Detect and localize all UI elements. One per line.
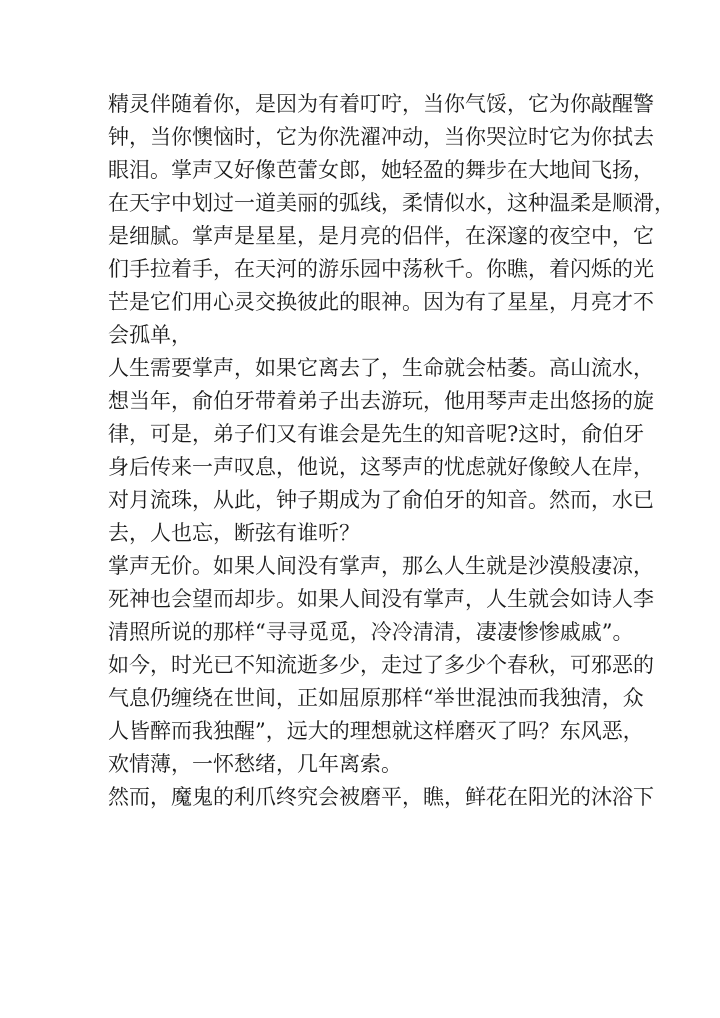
text-line: 然而，魔鬼的利爪终究会被磨平，瞧，鲜花在阳光的沐浴下 bbox=[108, 785, 654, 809]
text-line: 如今，时光已不知流逝多少，走过了多少个春秋，可邪恶的 bbox=[108, 653, 654, 677]
paragraph-3 bbox=[108, 550, 654, 781]
text-line: 是细腻。掌声是星星，是月亮的侣伴，在深邃的夜空中，它 bbox=[108, 224, 654, 248]
text-line: 对月流珠，从此，钟子期成为了俞伯牙的知音。然而，水已 bbox=[108, 488, 654, 512]
text-line: 身后传来一声叹息，他说，这琴声的忧虑就好像鲛人在岸， bbox=[108, 455, 654, 479]
paragraph-4 bbox=[108, 781, 654, 814]
text-line: 眼泪。掌声又好像芭蕾女郎，她轻盈的舞步在大地间飞扬， bbox=[108, 158, 654, 182]
paragraph-1 bbox=[108, 88, 675, 352]
text-line: 人皆醉而我独醒”，远大的理想就这样磨灭了吗？东风恶， bbox=[108, 719, 644, 743]
text-line: 律，可是，弟子们又有谁会是先生的知音呢?这时，俞伯牙 bbox=[108, 422, 645, 446]
text-line: 欢情薄，一怀愁绪，几年离索。 bbox=[108, 752, 402, 776]
text-line: 钟，当你懊恼时，它为你洗濯冲动，当你哭泣时它为你拭去 bbox=[108, 125, 654, 149]
text-line: 在天宇中划过一道美丽的弧线，柔情似水，这种温柔是顺滑， bbox=[108, 191, 675, 215]
text-line: 死神也会望而却步。如果人间没有掌声，人生就会如诗人李 bbox=[108, 587, 654, 611]
text-line: 们手拉着手，在天河的游乐园中荡秋千。你瞧，着闪烁的光 bbox=[108, 257, 654, 281]
text-line: 精灵伴随着你，是因为有着叮咛，当你气馁，它为你敲醒警 bbox=[108, 92, 654, 116]
text-line: 去，人也忘，断弦有谁听？ bbox=[108, 521, 360, 545]
paragraph-2 bbox=[108, 352, 654, 550]
text-line: 会孤单， bbox=[108, 323, 192, 347]
text-line: 气息仍缠绕在世间，正如屈原那样“举世混浊而我独清，众 bbox=[108, 686, 644, 710]
text-line: 清照所说的那样“寻寻觅觅，冷冷清清，凄凄惨惨戚戚”。 bbox=[108, 620, 634, 644]
text-line: 想当年，俞伯牙带着弟子出去游玩，他用琴声走出悠扬的旋 bbox=[108, 389, 654, 413]
text-line: 人生需要掌声，如果它离去了，生命就会枯萎。高山流水， bbox=[108, 356, 654, 380]
text-line: 芒是它们用心灵交换彼此的眼神。因为有了星星，月亮才不 bbox=[108, 290, 654, 314]
document-body bbox=[108, 88, 675, 814]
text-line: 掌声无价。如果人间没有掌声，那么人生就是沙漠般凄凉， bbox=[108, 554, 654, 578]
